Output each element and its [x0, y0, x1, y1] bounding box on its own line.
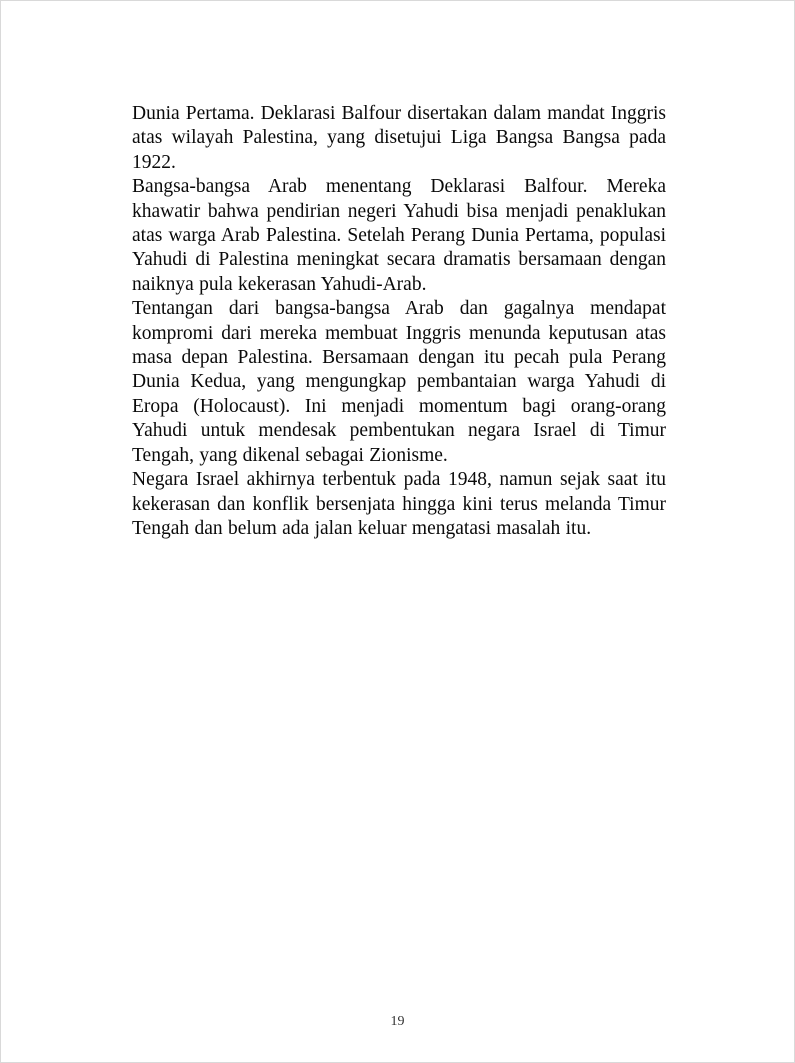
text-block — [132, 102, 666, 541]
paragraph: Bangsa-bangsa Arab menentang Deklarasi Balfour. Mereka khawatir bahwa pendirian negeri Yahudi bisa menjadi penaklukan atas warga Arab Palestina. Setelah Perang Dunia Pertama, populasi Yahudi di Palestina meningkat secara dramatis bersamaan dengan naiknya pula kekerasan Yahudi-Arab. — [132, 176, 666, 295]
paragraph: Dunia Pertama. Deklarasi Balfour disertakan dalam mandat Inggris atas wilayah Palestina, yang disetujui Liga Bangsa Bangsa pada 1922. — [132, 103, 666, 173]
paragraph: Tentangan dari bangsa-bangsa Arab dan gagalnya mendapat kompromi dari mereka membuat Inggris menunda keputusan atas masa depan Palestina. Bersamaan dengan itu pecah pula Perang Dunia Kedua, yang mengungkap pembantaian warga Yahudi di Eropa (Holocaust). Ini menjadi momentum bagi orang-orang Yahudi untuk mendesak pembentukan negara Israel di Timur Tengah, yang dikenal sebagai Zionisme. — [132, 298, 666, 466]
paragraph: Negara Israel akhirnya terbentuk pada 1948, namun sejak saat itu kekerasan dan konflik bersenjata hingga kini terus melanda Timur Tengah dan belum ada jalan keluar mengatasi masalah itu. — [132, 469, 666, 539]
page-number: 19 — [390, 1014, 405, 1029]
